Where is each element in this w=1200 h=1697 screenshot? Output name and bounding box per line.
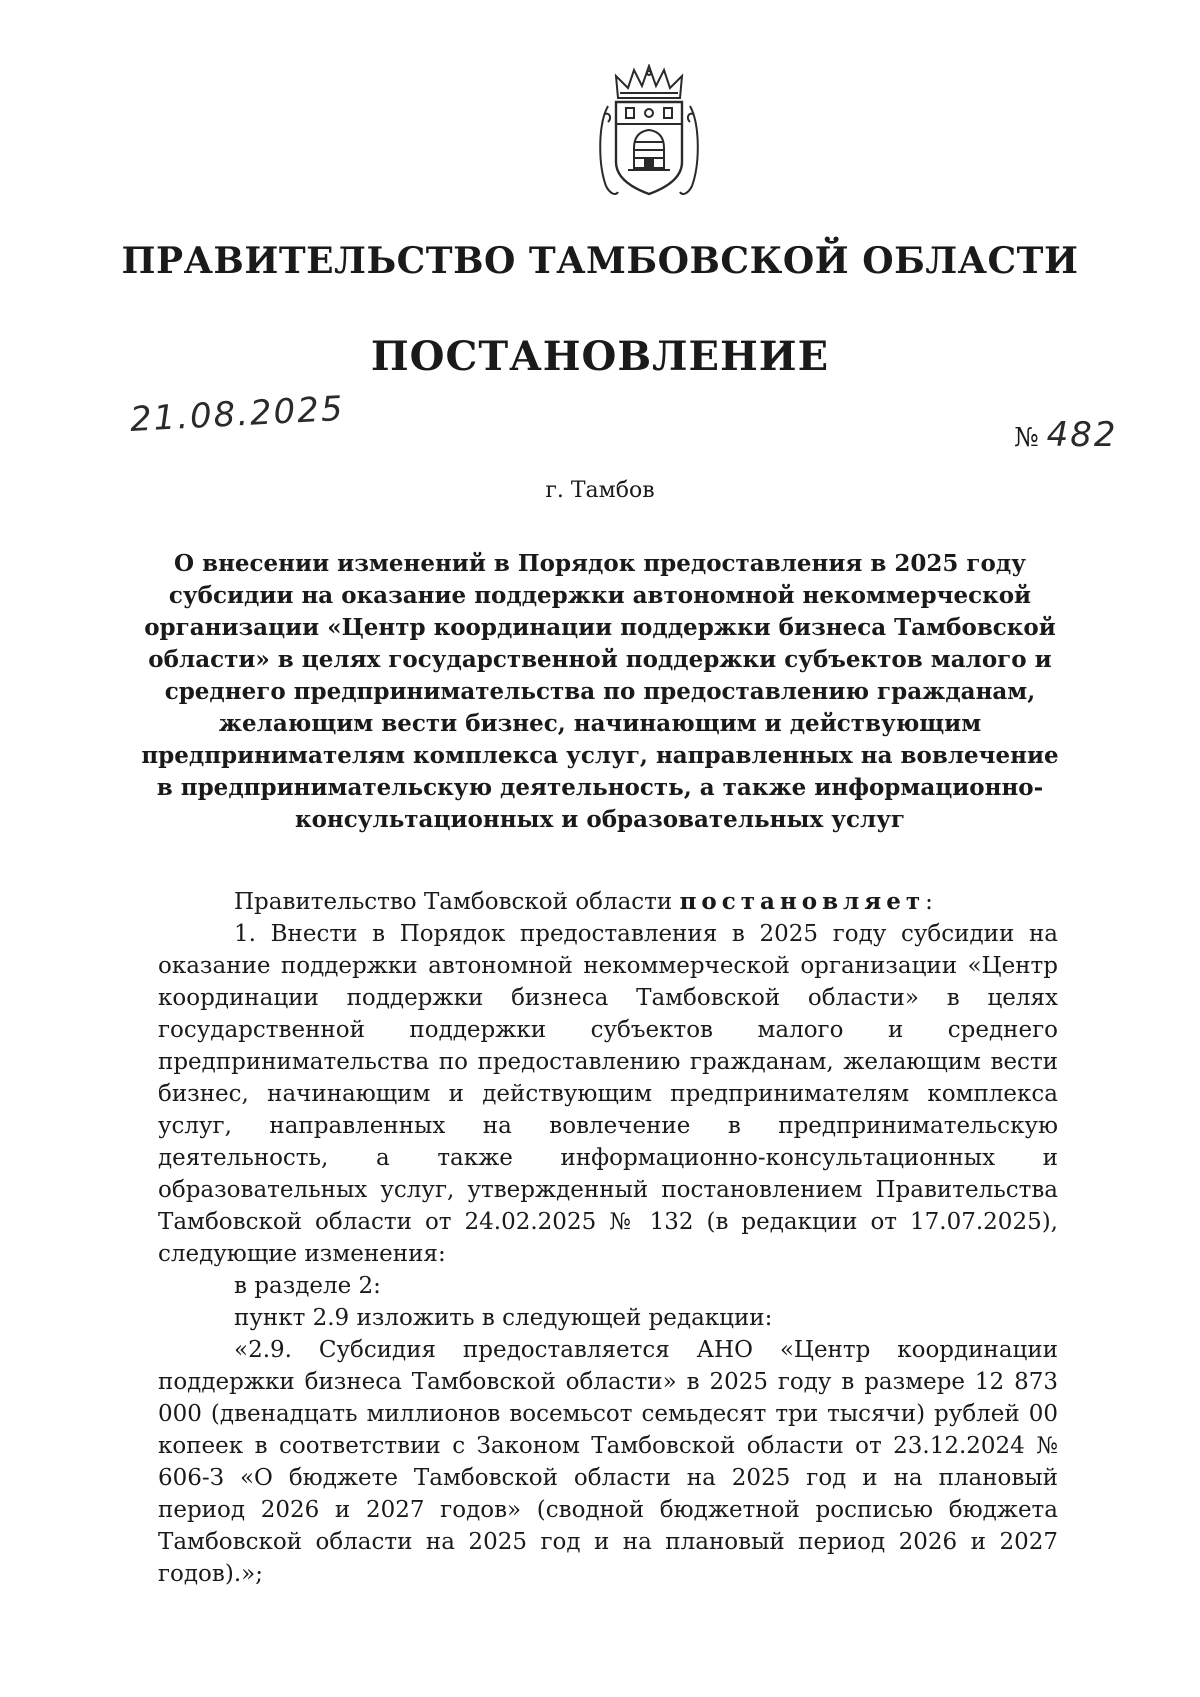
city-line: г. Тамбов [545,478,655,503]
intro-end: : [925,889,933,915]
document-subject: О внесении изменений в Порядок предоставления в 2025 году субсидии на оказание поддержки автономной некоммерческой организации «Центр координации поддержки бизнеса Тамбовской области» в целях государственной поддержки субъектов малого и среднего предпринимательства по предоставлению гражданам, желающим вести бизнес, начинающим и действующим предпринимателям комплекса услуг, направленных на вовлечение в предпринимательскую деятельность, а также информационно-консультационных и образовательных услуг [141,550,1059,833]
body-paragraph: 1. Внести в Порядок предоставления в 2025 году субсидии на оказание поддержки автономной некоммерческой организации «Центр координации поддержки бизнеса Тамбовской области» в целях государственной поддержки субъектов малого и среднего предпринимательства по предоставлению гражданам, желающим вести бизнес, начинающим и действующим предпринимателям комплекса услуг, направленных на вовлечение в предпринимательскую деятельность, а также информационно-консультационных и образовательных услуг, утвержденный постановлением Правительства Тамбовской области от 24.02.2025 № 132 (в редакции от 17.07.2025), следующие изменения: [158,921,1058,1267]
body-paragraph: пункт 2.9 изложить в следующей редакции: [234,1305,773,1331]
document-date: 21.08.2025 [128,388,346,440]
body-paragraph: в разделе 2: [234,1273,381,1299]
document-number [1014,415,1118,455]
government-title: ПРАВИТЕЛЬСТВО ТАМБОВСКОЙ ОБЛАСТИ [121,240,1079,282]
document-type-title: ПОСТАНОВЛЕНИЕ [370,333,830,380]
number-sign: № [1014,423,1039,453]
intro-verb: постановляет [679,888,926,915]
coat-of-arms-icon [596,64,702,200]
intro-paragraph [158,886,1058,918]
body-paragraph: «2.9. Субсидия предоставляется АНО «Центр координации поддержки бизнеса Тамбовской области» в 2025 году в размере 12 873 000 (двенадцать миллионов восемьсот семьдесят три тысячи) рублей 00 копеек в соответствии с Законом Тамбовской области от 23.12.2024 № 606-З «О бюджете Тамбовской области на 2025 год и на плановый период 2026 и 2027 годов» (сводной бюджетной росписью бюджета Тамбовской области на 2025 год и на плановый период 2026 и 2027 годов).»; [158,1337,1058,1587]
number-value: 482 [1046,415,1118,455]
document-body [158,886,1058,1590]
intro-text: Правительство Тамбовской области [234,889,673,915]
